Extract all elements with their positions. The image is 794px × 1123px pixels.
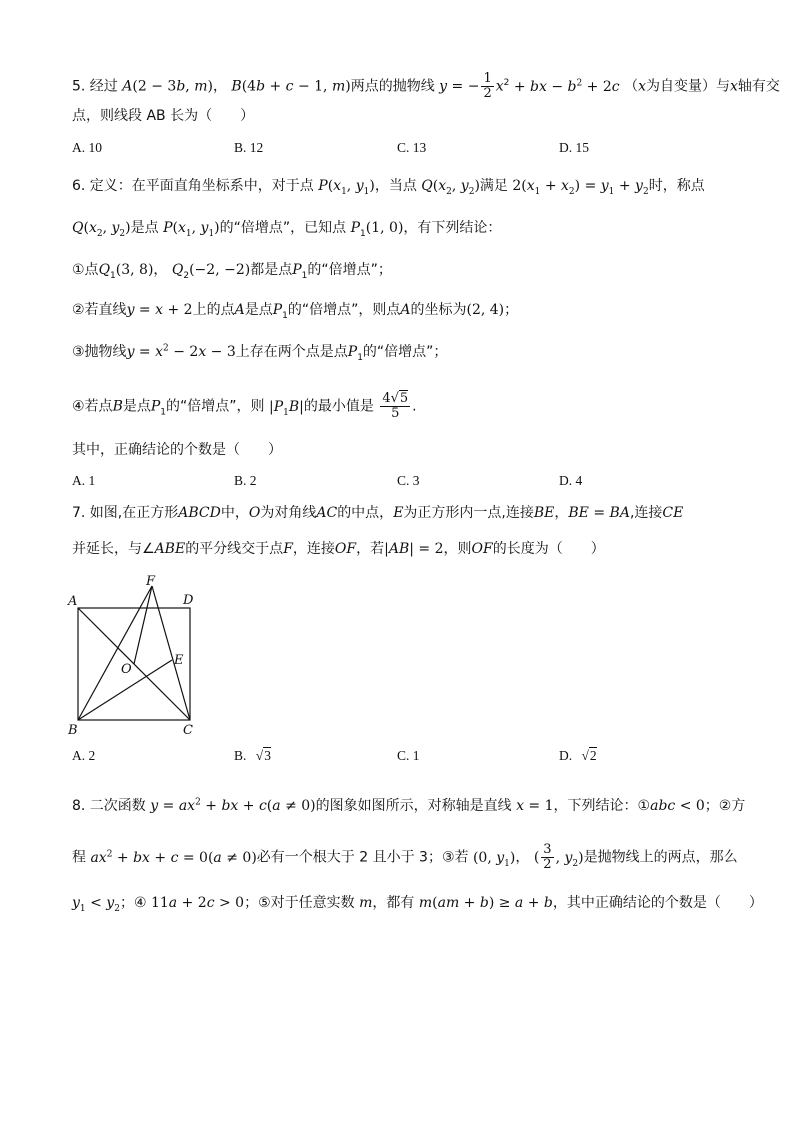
q8-line1: 8. 二次函数 $y = ax^2$ + bx + c(a ≠ 0)的图象如图所示，对称轴是直线 x = 1，下列结论：①abc < 0；②方: [72, 797, 746, 814]
q6-option-a: A. 1: [72, 473, 96, 488]
q8-line2: 程 $ax^2$ + bx + c = 0(a ≠ 0)必有一个根大于 2 且小于 3；③若 (0, $y_1$)， ( $\frac{3}{2}$ , $y_2$)是抛物线上的两点，那么: [72, 842, 738, 872]
q5-option-a: A. 10: [72, 140, 102, 155]
q6-option-d: D. 4: [559, 473, 583, 488]
q6-option-b: B. 2: [234, 473, 257, 488]
q5-option-b: B. 12: [234, 140, 264, 155]
label-o: O: [121, 662, 132, 677]
q7-line2: 并延长，与∠ABE的平分线交于点F，连接OF，若|AB| = 2，则OF的长度为（ ）: [72, 541, 605, 557]
label-e: E: [174, 653, 184, 668]
q5-line1: 5. 经过 A(2 − 3b, m)， B(4b + c − 1, m)两点的抛物线 y = − $\frac{1}{2}$ $x^2$ + bx − $b^2 + 2c$ （x为自变量）与x轴有交: [72, 71, 780, 101]
q7-option-d: D. √2: [559, 748, 597, 763]
label-f: F: [146, 574, 156, 589]
q6-option-c: C. 3: [397, 473, 420, 488]
q6-statement-2: ②若直线y = x + 2上的点A是点$P_1$的“倍增点”，则点A的坐标为(2, 4)；: [72, 302, 519, 321]
q6-statement-4: ④若点B是点$P_1$的“倍增点”，则 $|P_1B|$的最小值是 $\frac{4√5}{5}$ .: [72, 391, 417, 421]
q7-geometry-figure: [66, 572, 216, 746]
label-b: B: [68, 723, 78, 738]
q6-statement-3: ③抛物线$y = x^2 - 2x - 3$上存在两个点是点$P_1$的“倍增点”；: [72, 343, 448, 363]
q7-line1: 7. 如图,在正方形ABCD中，O为对角线AC的中点，E为正方形内一点,连接BE，BE = BA,连接CE: [72, 505, 684, 521]
q8-line3: $y_1 < y_2$；④ 11a + 2c > 0；⑤对于任意实数 m，都有 m(am + b) ≥ a + b，其中正确结论的个数是（ ）: [72, 895, 763, 914]
q6-line1: 6. 定义：在平面直角坐标系中，对于点 $P(x_1$, $y_1$)，当点 $Q(x_2$, $y_2$)满足 $2(x_1 + x_2) = y_1 + y_2$时，称点: [72, 178, 705, 197]
q6-statement-1: ①点$Q_1(3$, 8)， $Q_2(-2$, −2)都是点$P_1$的“倍增点”；: [72, 262, 392, 281]
q6-conclusion: 其中，正确结论的个数是（ ）: [72, 442, 282, 458]
segment-bf: [78, 586, 152, 720]
q5-line2: 点，则线段 AB 长为（ ）: [72, 108, 255, 124]
q7-option-b: B. √3: [234, 748, 271, 763]
label-c: C: [183, 723, 193, 738]
q7-option-c: C. 1: [397, 748, 420, 763]
square-diagram: [66, 572, 216, 742]
segment-of: [134, 586, 152, 664]
q5-text: 5. 经过: [72, 78, 118, 95]
q7-option-a: A. 2: [72, 748, 96, 763]
q6-line2: $Q(x_2$, $y_2$)是点 $P(x_1$, $y_1$)的“倍增点”，已知点 $P_1(1$, 0)，有下列结论：: [72, 220, 502, 239]
q5-option-d: D. 15: [559, 140, 589, 155]
label-d: D: [183, 593, 194, 608]
q5-option-c: C. 13: [397, 140, 427, 155]
label-a: A: [68, 594, 78, 609]
